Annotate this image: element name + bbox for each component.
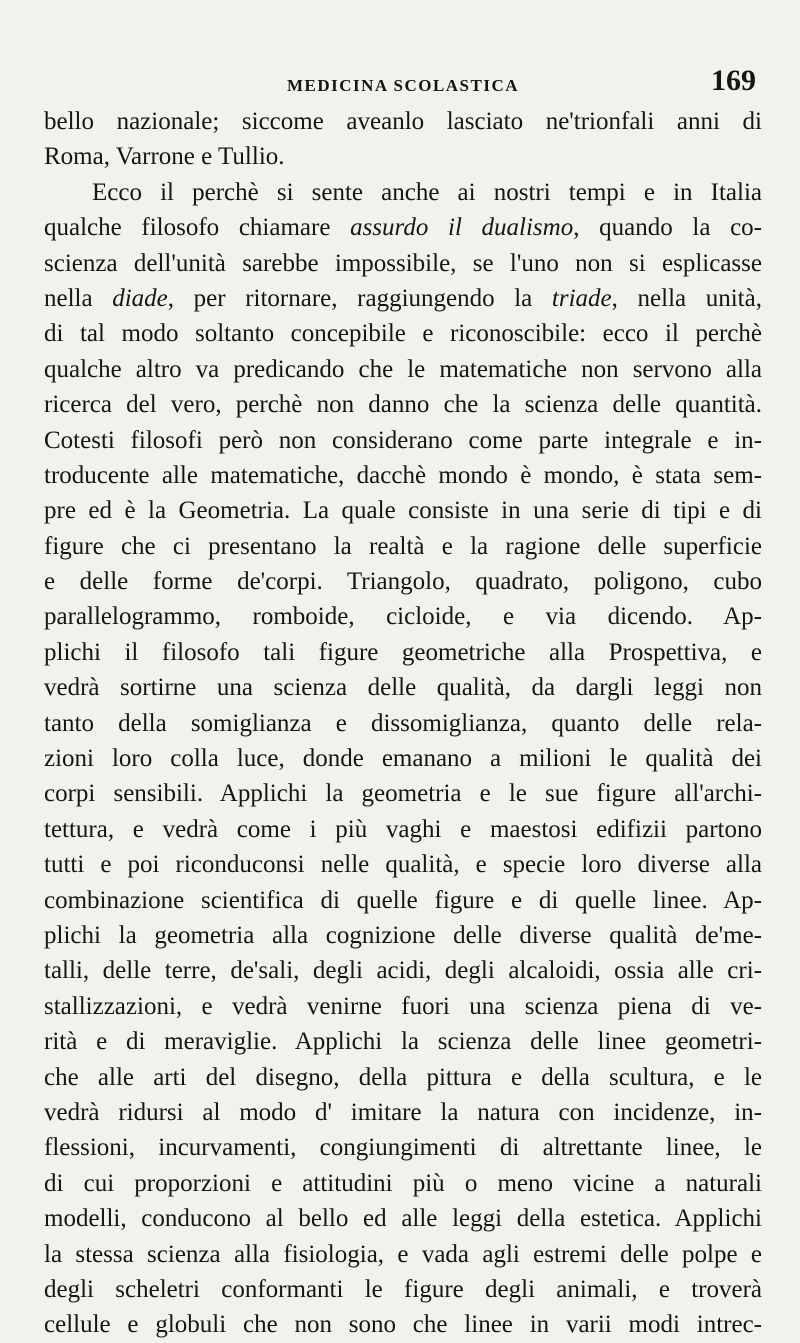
- text-line: tutti e poi riconduconsi nelle qualità, e specie loro diverse alla: [44, 851, 762, 879]
- text-segment: , nella unità,: [611, 284, 762, 312]
- italic-term: assurdo il dualismo: [350, 214, 574, 242]
- text-segment: , per ritornare, raggiungendo la: [167, 284, 552, 312]
- text-line: plichi la geometria alla cognizione delle diverse qualità de'me-: [44, 921, 762, 949]
- text-line: degli scheletri conformanti le figure degli animali, e troverà: [44, 1275, 762, 1303]
- text-line: Ecco il perchè si sente anche ai nostri tempi e in Italia: [92, 178, 762, 206]
- text-line: flessioni, incurvamenti, congiungimenti di altrettante linee, le: [44, 1134, 762, 1162]
- text-line: vedrà ridursi al modo d' imitare la natura con incidenze, in-: [44, 1098, 762, 1126]
- text-line: la stessa scienza alla fisiologia, e vada agli estremi delle polpe e: [44, 1240, 762, 1268]
- text-line: che alle arti del disegno, della pittura e della scultura, e le: [44, 1063, 762, 1091]
- text-line: [44, 210, 762, 245]
- page-number: 169: [711, 64, 756, 97]
- text-line: Cotesti filosofi però non considerano come parte integrale e in-: [44, 426, 762, 454]
- italic-term: diade: [112, 284, 168, 312]
- text-segment: nella: [44, 284, 113, 312]
- text-line: figure che ci presentano la realtà e la ragione delle superficie: [44, 532, 762, 560]
- text-line: tettura, e vedrà come i più vaghi e maestosi edifizii partono: [44, 815, 762, 843]
- text-line: zioni loro colla luce, donde emanano a milioni le qualità dei: [44, 745, 762, 773]
- text-line: modelli, conducono al bello ed alle leggi della estetica. Applichi: [44, 1205, 762, 1233]
- text-line: talli, delle terre, de'sali, degli acidi, degli alcaloidi, ossia alle cri-: [44, 957, 762, 985]
- text-line: ricerca del vero, perchè non danno che la scienza delle quantità.: [44, 391, 762, 419]
- text-line: plichi il filosofo tali figure geometriche alla Prospettiva, e: [44, 638, 762, 666]
- text-line: qualche altro va predicando che le matematiche non servono alla: [44, 355, 762, 383]
- text-line: tanto della somiglianza e dissomiglianza, quanto delle rela-: [44, 709, 762, 737]
- running-title: MEDICINA SCOLASTICA: [286, 76, 520, 95]
- text-line: [44, 281, 762, 316]
- text-line: e delle forme de'corpi. Triangolo, quadrato, poligono, cubo: [44, 568, 762, 596]
- text-line: Roma, Varrone e Tullio.: [44, 143, 285, 171]
- text-segment: , quando la co-: [573, 214, 762, 242]
- text-line: vedrà sortirne una scienza delle qualità, da dargli leggi non: [44, 674, 762, 702]
- body-text: [44, 104, 762, 1343]
- text-line: corpi sensibili. Applichi la geometria e le sue figure all'archi-: [44, 780, 762, 808]
- text-line: cellule e globuli che non sono che linee in varii modi intrec-: [44, 1311, 762, 1339]
- text-line: di tal modo soltanto concepibile e riconoscibile: ecco il perchè: [44, 320, 762, 348]
- text-segment: qualche filosofo chiamare: [44, 214, 351, 242]
- text-line: bello nazionale; siccome aveanlo lasciato ne'trionfali anni di: [44, 108, 762, 135]
- text-line: di cui proporzioni e attitudini più o meno vicine a naturali: [44, 1169, 762, 1197]
- text-line: stallizzazioni, e vedrà venirne fuori una scienza piena di ve-: [44, 992, 762, 1020]
- running-head: [44, 64, 762, 104]
- text-line: combinazione scientifica di quelle figure e di quelle linee. Ap-: [44, 886, 762, 914]
- text-line: troducente alle matematiche, dacchè mondo è mondo, è stata sem-: [44, 461, 762, 489]
- text-line: scienza dell'unità sarebbe impossibile, se l'uno non si esplicasse: [44, 249, 762, 277]
- text-line: pre ed è la Geometria. La quale consiste in una serie di tipi e di: [44, 497, 762, 525]
- italic-term: triade: [551, 284, 612, 312]
- text-line: rità e di meraviglie. Applichi la scienza delle linee geometri-: [44, 1028, 762, 1056]
- text-line: parallelogrammo, romboide, cicloide, e via dicendo. Ap-: [44, 603, 762, 631]
